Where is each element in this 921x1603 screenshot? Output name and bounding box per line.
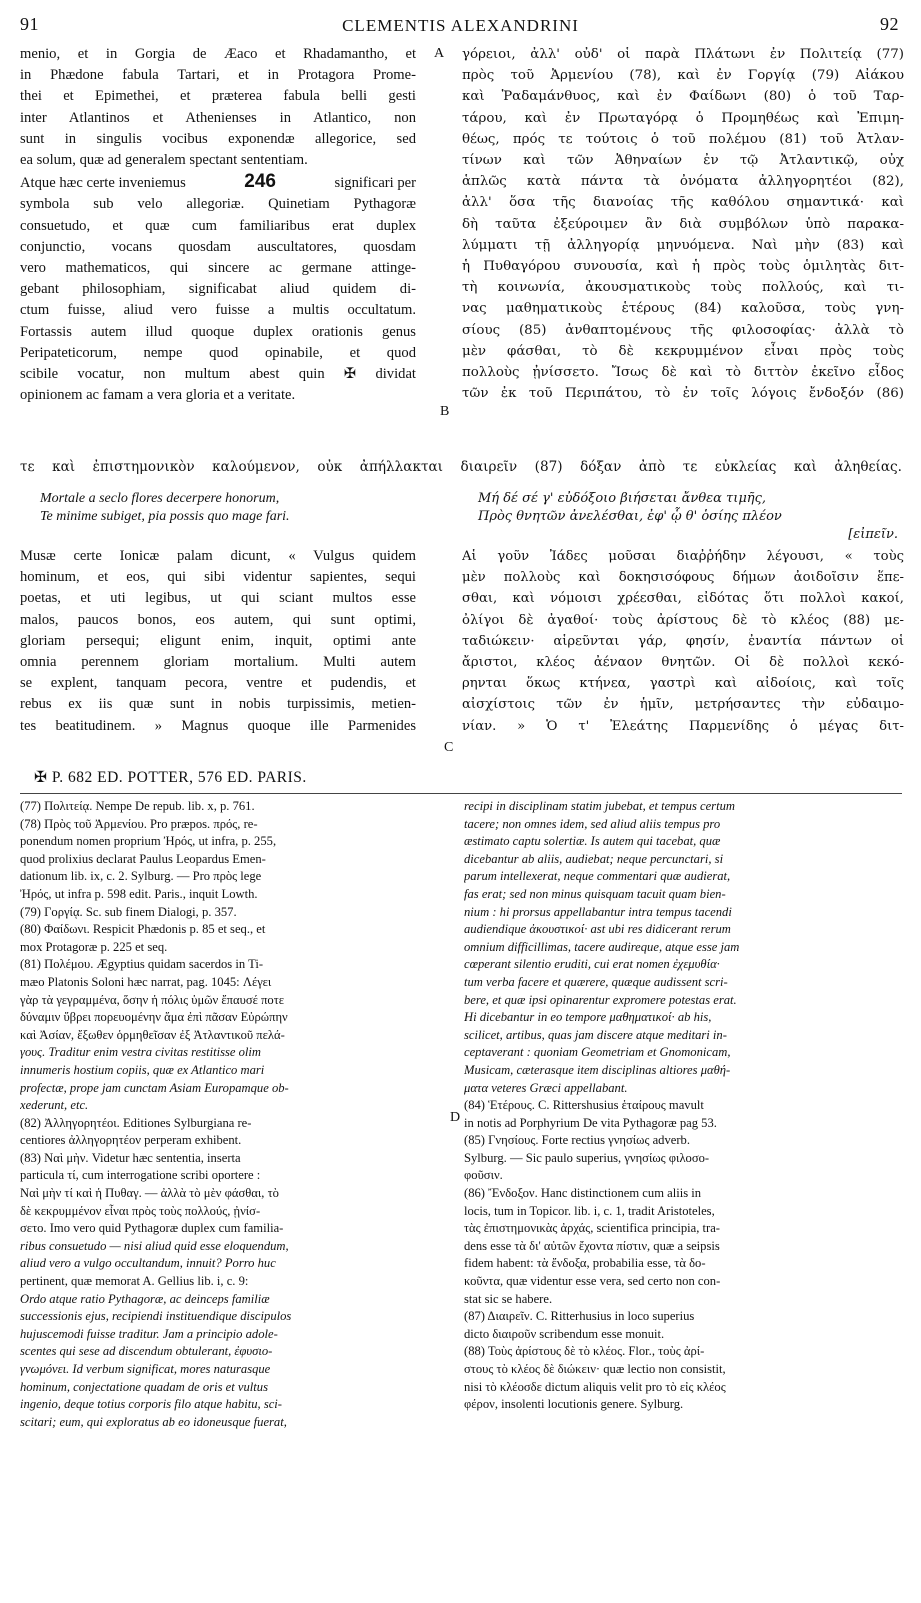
latin-line: symbola sub velo allegoriæ. Quinetiam Pythagoræ — [20, 196, 416, 213]
footnote-line: æstimato captu solertiæ. Is autem qui tacebat, quæ — [464, 834, 721, 849]
greek-line: λύμματι τῇ ἀλληγορίᾳ μηνυόμενα. Ναὶ μὴν (83) καὶ — [462, 237, 904, 253]
footnote-line: fidem habent: τὰ ἔνδοξα, probabilia esse, τὰ δο- — [464, 1256, 706, 1271]
greek-line: σθαι, καὶ νόμοισι χρέεσθαι, εἰδότας ὅτι πολλοὶ κακοί, — [462, 591, 904, 607]
footnote-line: nium : hi prorsus appellabantur intra tempus tacendi — [464, 904, 732, 919]
footnote-line: (77) Πολιτείᾳ. Nempe De repub. lib. x, p. 761. — [20, 799, 255, 813]
latin-verse — [40, 490, 420, 526]
latin-line: vero mathematicos, qui sincere ac germane attinge- — [20, 260, 416, 277]
footnote-line: recipi in disciplinam statim jubebat, et tempus certum — [464, 799, 735, 813]
footnote-line: σετο. Imo vero quid Pythagoræ duplex cum familia- — [20, 1221, 284, 1236]
footnote-line: particula τί, cum interrogatione scribi oportere : — [20, 1168, 261, 1183]
footnote-line: mox Protagoræ p. 225 et seq. — [20, 939, 168, 954]
footnote-line: audiendique ἀκουστικοί· ast ubi res didicerant rerum — [464, 922, 731, 937]
footnote-line: centiores ἀλληγορητέον perperam exhibent. — [20, 1133, 242, 1148]
greek-line: πρὸς τοῦ Ἀρμενίου (78), καὶ ἐν Γοργίᾳ (79) Αἰάκου — [462, 68, 904, 84]
verse-line: Μή δέ σέ γ' εὐδόξοιο βιήσεται ἄνθεα τιμῆς, — [478, 491, 766, 506]
verse-line: Πρὸς θνητῶν ἀνελέσθαι, ἐφ' ᾧ θ' ὁσίης πλέον — [478, 509, 782, 524]
footnotes-left — [20, 798, 440, 1431]
latin-line-part: Atque hæc certe inveniemus — [20, 175, 186, 192]
margin-letter-c: C — [444, 740, 454, 755]
greek-fullwidth-line: τε καὶ ἐπιστημονικὸν καλούμενον, οὐκ ἀπήλλακται διαιρεῖν (87) δόξαν ἀπὸ τε εὐκλείας καὶ ἀληθείας. — [20, 459, 902, 475]
footnote-line: locis, tum in Topicor. lib. i, c. 1, tradit Aristoteles, — [464, 1203, 715, 1218]
footnote-line: quod prolixius declarat Paulus Leopardus Emen- — [20, 851, 266, 866]
latin-line: poetas, et uti legibus, ut qui sciant multos esse — [20, 590, 416, 607]
greek-line: πολλοὺς ᾐνίσσετο. Ἴσως δὲ καὶ τὸ διττὸν ἐκεῖνο εἶδος — [462, 365, 904, 381]
footnote-line: φοῦσιν. — [464, 1168, 503, 1183]
latin-line: rebus ex iis quæ sunt in nobis turpissimis, metien- — [20, 696, 416, 713]
greek-line: ἡ Πυθαγόρου συνουσία, καὶ ἡ πρὸς τοὺς ὁμιλητὰς διτ- — [462, 259, 904, 275]
greek-line: δὴ ταῦτα ἐξεύροιμεν ἂν διὰ συμβόλων ὑπὸ παρακα- — [462, 216, 904, 232]
footnote-line: dicto διαιροῦν scribendum esse monuit. — [464, 1326, 665, 1341]
latin-line: consuetudo, et quæ cum familiaribus erat duplex — [20, 217, 416, 234]
left-page-number: 91 — [20, 14, 39, 34]
verse-line: Mortale a seclo flores decerpere honorum, — [40, 491, 280, 506]
footnote-line: xederunt, etc. — [20, 1098, 89, 1113]
greek-line: ταδιώκειν· αἱρεῦνται γάρ, φησίν, ἐναντία πάντων οἱ — [462, 633, 904, 649]
footnote-line: (80) Φαίδωνι. Respicit Phædonis p. 85 et seq., et — [20, 922, 266, 937]
greek-line: γόρειοι, ἀλλ' οὐδ' οἱ παρὰ Πλάτωνι ἐν Πολιτείᾳ (77) — [462, 47, 904, 62]
footnote-line: ponendum nomen proprium Ἠρός, ut infra, p. 255, — [20, 834, 277, 849]
verse-line: [εἰπεῖν. — [848, 527, 898, 542]
footnote-line: innumeris hostium copiis, quæ ex Atlantico mari — [20, 1062, 265, 1077]
latin-main-column — [20, 44, 416, 406]
footnote-line: Ἠρός, ut infra p. 598 edit. Paris., inquit Lowth. — [20, 886, 258, 901]
footnote-line: nisi τὸ κλέοσδε dictum aliquis velit pro τὸ εἰς κλέος — [464, 1379, 726, 1394]
footnote-line: stat sic se habere. — [464, 1291, 553, 1306]
greek-line: τίνων καὶ τῶν Ἀθηναίων ἐν τῷ Ἀτλαντικῷ, οὐχ — [462, 153, 904, 169]
footnote-line: ribus consuetudo — nisi aliud quid esse eloquendum, — [20, 1238, 289, 1253]
footnote-line: γους. Traditur enim vestra civitas restitisse olim — [20, 1045, 262, 1060]
footnote-line: (83) Ναὶ μὴν. Videtur hæc sententia, inserta — [20, 1150, 241, 1165]
latin-line: se explent, tanquam pecora, ventre et pudendis, et — [20, 675, 416, 692]
margin-letter-d: D — [450, 1110, 461, 1125]
footnote-line: (78) Πρὸς τοῦ Ἀρμενίου. Pro præpos. πρός, re- — [20, 816, 258, 831]
footnote-line: mæo Platonis Soloni hæc narrat, pag. 1045: Λέγει — [20, 974, 272, 989]
footnote-line: dens esse τὰ δι' αὐτῶν ἔχοντα πίστιν, quæ a seipsis — [464, 1238, 720, 1253]
footnote-line: pertinent, quæ memorat A. Gellius lib. i, c. 9: — [20, 1274, 249, 1289]
latin-line: ctum fuisse, aliud vero fuisse a multis occultatum. — [20, 302, 416, 319]
greek-line: Αἱ γοῦν Ἰάδες μοῦσαι διαῤῥήδην λέγουσι, « τοὺς — [462, 549, 904, 564]
greek-second-block — [462, 546, 904, 737]
greek-line: τῶν ἐκ τοῦ Περιπάτου, τὸ ἐν τοῖς λόγοις ἔνδοξόν (86) — [462, 386, 904, 402]
latin-line-with-page-ref — [20, 171, 416, 194]
latin-line: malos, paucos bonos, eos autem, qui sunt optimi, — [20, 611, 416, 628]
greek-line: ἀλλ' ὅσα τῆς διανοίας τῆς καθόλου σημαντικά· καὶ — [462, 195, 904, 211]
footnote-line: scilicet, artibus, quas jam discere atque meditari in- — [464, 1027, 727, 1042]
margin-letter-b: B — [440, 404, 450, 419]
footnotes-right — [464, 798, 904, 1414]
footnote-line: successionis ejus, recipiendi instituendique discipulos — [20, 1309, 292, 1324]
greek-line: νας μαθηματικοὺς ἑτέρους (84) καλοῦσα, τοὺς γνη- — [462, 301, 904, 317]
greek-line: ρηνται ὅκως κτήνεα, γαστρὶ καὶ αἰδοίοις, καὶ τοῖς — [462, 676, 904, 692]
footnote-line: (85) Γνησίους. Forte rectius γνησίως adverb. — [464, 1133, 690, 1148]
footnote-line: κοῦντα, quæ videntur esse vera, sed certo non con- — [464, 1274, 721, 1289]
footnote-divider — [20, 793, 902, 794]
footnote-line: (84) Ἑτέρους. C. Rittershusius ἑταίρους mavult — [464, 1098, 704, 1113]
footnote-line: (87) Διαιρεῖν. C. Ritterhusius in loco superius — [464, 1309, 695, 1324]
latin-line: menio, et in Gorgia de Æaco et Rhadamantho, et — [20, 46, 416, 62]
footnote-line: τὰς ἐπιστημονικὰς ἀρχάς, scientifica principia, tra- — [464, 1221, 720, 1236]
footnote-line: στους τὸ κλέος δὲ διώκειν· quæ lectio non consistit, — [464, 1362, 726, 1376]
footnote-line: Hi dicebantur in eo tempore μαθηματικοί· ab his, — [464, 1010, 712, 1025]
latin-line-part: significari per — [334, 175, 416, 192]
edition-reference: ✠ P. 682 ED. POTTER, 576 ED. PARIS. — [34, 769, 307, 786]
latin-line: hominum, et eos, qui sibi videntur sapientes, sequi — [20, 569, 416, 586]
footnote-line: dationum lib. ix, c. 2. Sylburg. — Pro πρὸς lege — [20, 869, 262, 884]
running-title: CLEMENTIS ALEXANDRINI — [342, 16, 579, 35]
latin-line: sunt in singulis vocibus exponendæ allegorice, sed — [20, 130, 416, 147]
footnote-line: profectæ, prope jam cunctam Asiam Europamque ob- — [20, 1080, 289, 1095]
footnote-line: (82) Ἀλληγορητέοι. Editiones Sylburgiana re- — [20, 1115, 252, 1130]
footnote-line: aliud vero a vulgo occultandum, innuit? Porro huc — [20, 1256, 276, 1271]
footnote-line: hujuscemodi fuisse traditur. Jam a principio adole- — [20, 1326, 278, 1341]
greek-line: θέως, πρός τε τούτοις ὁ τοῦ πολέμου (81) τοῦ Ἀτλαν- — [462, 131, 904, 147]
footnote-line: Ναὶ μὴν τί καὶ ἡ Πυθαγ. — ἀλλὰ τὸ μὲν φάσθαι, τὸ — [20, 1186, 279, 1201]
footnote-line: dicebantur ab aliis, audiebat; neque percunctari, si — [464, 851, 724, 866]
footnote-line: tum verba facere et quærere, quæque audissent scri- — [464, 974, 728, 989]
latin-line: conjunctio, vocans quosdam auscultatores, quosdam — [20, 238, 416, 255]
footnote-line: scentes qui sese ad discendum obtulerant, ἐφυσιο- — [20, 1344, 273, 1359]
footnote-line: γνωμόνει. Id verbum significat, mores naturasque — [20, 1362, 271, 1376]
latin-line: Fortassis autem illud quoque duplex orationis genus — [20, 323, 416, 340]
latin-line: gebant philosophiam, significabat aliud quidem di- — [20, 281, 416, 298]
greek-line: ἄριστοι, κλέος ἀέναον θνητῶν. Οἱ δὲ πολλοὶ κεκό- — [462, 655, 904, 671]
footnote-line: omnium difficillimas, tacere audireque, atque esse jam — [464, 939, 740, 954]
footnote-line: tacere; non omnes idem, sed aliud aliis tempus pro — [464, 816, 721, 831]
greek-line: σίους (85) ἀνθαπτομένους τῆς φιλοσοφίας· ἀλλὰ τὸ — [462, 322, 904, 338]
latin-line: opinionem ac famam a vera gloria et a veritate. — [20, 387, 296, 404]
footnote-line: ingenio, deque totius corporis filo atque habitu, sci- — [20, 1397, 282, 1412]
footnote-line: cœperant silentio eruditi, cui erat nomen ἐχεμυθία· — [464, 957, 720, 972]
footnote-line: bere, et quæ ipsi opinarentur expromere potestas erat. — [464, 992, 737, 1007]
footnote-line: (79) Γοργίᾳ. Sc. sub finem Dialogi, p. 357. — [20, 904, 237, 919]
footnote-line: in notis ad Porphyrium De vita Pythagoræ pag 53. — [464, 1115, 717, 1130]
potter-page-marker: 246 — [244, 171, 276, 193]
footnote-line: ceptaverant : quoniam Geometriam et Gnomonicam, — [464, 1045, 731, 1060]
right-page-number: 92 — [880, 14, 899, 34]
greek-main-column — [462, 44, 904, 404]
greek-line: τὴ κοινωνία, ἀκουσματικοὺς τοὺς πολλούς, καὶ τι- — [462, 280, 904, 296]
latin-line: scibile vocatur, non multum abest quin ✠ dividat — [20, 366, 416, 383]
latin-second-block — [20, 546, 416, 737]
footnote-line: Ordo atque ratio Pythagoræ, ac deinceps familiæ — [20, 1291, 270, 1306]
footnote-line: (81) Πολέμου. Ægyptius quidam sacerdos in Ti- — [20, 957, 264, 972]
latin-line: Musæ certe Ionicæ palam dicunt, « Vulgus quidem — [20, 548, 416, 564]
greek-verse — [478, 490, 898, 544]
footnote-line: (88) Τοὺς ἀρίστους δὲ τὸ κλέος. Flor., τοὺς ἀρί- — [464, 1344, 705, 1359]
greek-line: τάρου, καὶ ἐν Πρωταγόρᾳ ὁ Προμηθέως καὶ Ἐπιμη- — [462, 110, 904, 126]
greek-line: αἰσχίστοις τῶν ἐν ἡμῖν, μετρήσαντες τὴν εὐδαιμο- — [462, 697, 904, 713]
latin-line: in Phædone fabula Tartari, et in Protagora Prome- — [20, 67, 416, 84]
latin-line: Peripateticorum, nempe quod opinabile, et quod — [20, 344, 416, 361]
footnote-line: parum intellexerat, neque commentari quæ audierat, — [464, 869, 731, 884]
footnote-line: ματα veteres Græci appellabant. — [464, 1080, 628, 1095]
footnote-line: scitari; eum, qui exploratus ab eo idoneusque fuerat, — [20, 1414, 287, 1429]
footnote-line: fas erat; sed non minus quisquam tacuit quam bien- — [464, 886, 726, 901]
footnote-line: γὰρ τὰ γεγραμμένα, ὅσην ἡ πόλις ὑμῶν ἔπαυσέ ποτε — [20, 992, 285, 1007]
greek-line: νίαν. » Ὁ τ' Ἐλεάτης Παρμενίδης ὁ μέγας διτ- — [462, 718, 904, 734]
greek-line: μὲν πολλοὺς καὶ δοκησισόφους δήμων ἀοιδοῖσιν ἕπε- — [462, 570, 904, 586]
margin-letter-a: A — [434, 46, 445, 61]
latin-line: ea solum, quæ ad generalem spectant sententiam. — [20, 152, 308, 169]
verse-line: Te minime subiget, pia possis quo mage fari. — [40, 509, 290, 524]
latin-line: inter Atlantinos et Athenienses in Atlantico, non — [20, 109, 416, 126]
footnote-line: Sylburg. — Sic paulo superius, γνησίως φιλοσο- — [464, 1150, 710, 1165]
footnote-line: (86) Ἔνδοξον. Hanc distinctionem cum aliis in — [464, 1186, 702, 1201]
latin-line: thei et Epimethei, et præterea fabula belli gesti — [20, 88, 416, 105]
footnote-line: hominum, conjectatione quadam de oris et vultus — [20, 1379, 268, 1394]
footnote-line: Musicam, cæterasque item disciplinas altiores μαθή- — [464, 1062, 731, 1077]
greek-line: μὲν φάσθαι, τὸ δὲ κεκρυμμένον εἶναι πρὸς τοὺς — [462, 343, 904, 359]
latin-line: tes beatitudinem. » Magnus quoque ille Parmenides — [20, 717, 416, 734]
latin-line: gloriam persequi; eligunt enim, inquit, optimi ante — [20, 632, 416, 649]
footnote-line: δὲ κεκρυμμένον εἶναι πρὸς τοὺς πολλούς, ᾐνίσ- — [20, 1203, 261, 1218]
footnote-line: φέρον, insolenti locutionis genere. Sylburg. — [464, 1397, 684, 1412]
footnote-line: δύναμιν ὕβρει πορευομένην ἅμα ἐπὶ πᾶσαν Εὐρώπην — [20, 1010, 288, 1025]
latin-line: omnia perennem gloriam mortalium. Multi autem — [20, 654, 416, 671]
greek-line: ὀλίγοι δὲ ἀγαθοί· τοὺς ἀρίστους δὲ τὸ κλέος (88) με- — [462, 612, 904, 628]
footnote-line: καὶ Ἀσίαν, ἔξωθεν ὁρμηθεῖσαν ἐξ Ἀτλαντικοῦ πελά- — [20, 1027, 285, 1042]
greek-line: καὶ Ῥαδαμάνθυος, καὶ ἐν Φαίδωνι (80) ὁ τοῦ Ταρ- — [462, 89, 904, 105]
greek-line: ἁπλῶς κατὰ πάντα τὰ ὀνόματα ἀλληγορητέοι (82), — [462, 174, 904, 190]
